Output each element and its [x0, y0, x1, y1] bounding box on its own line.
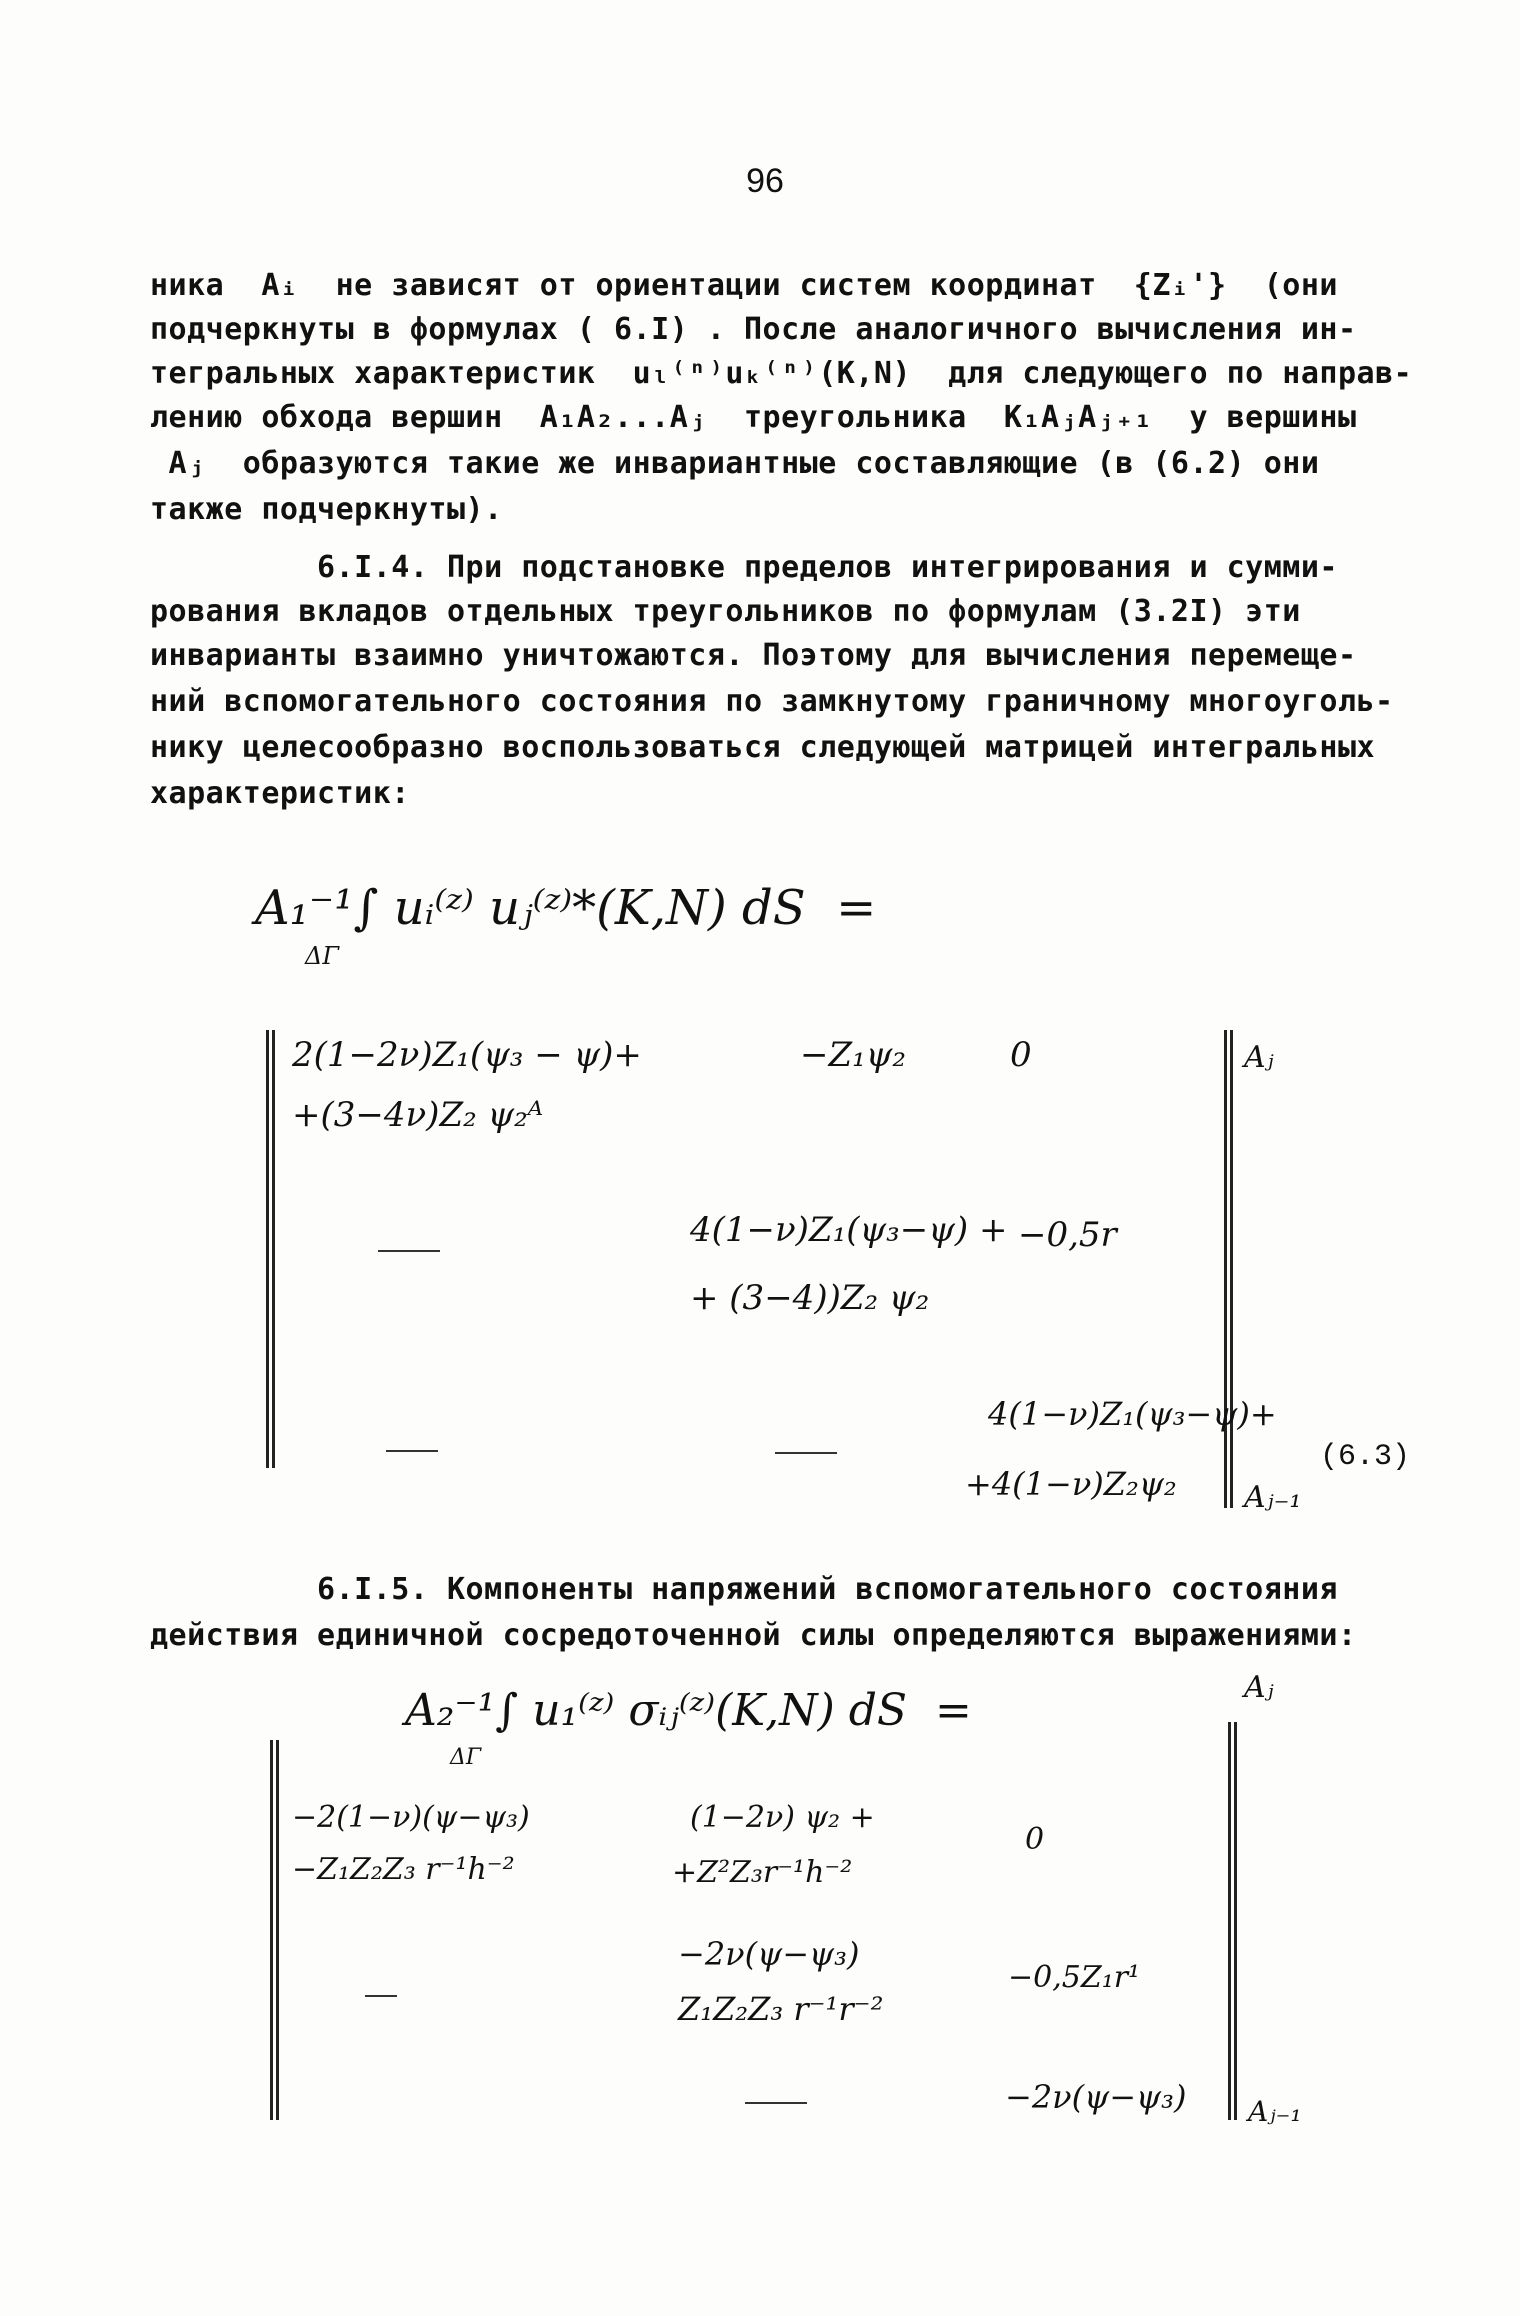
eq2-r1c2-line1: (1−2ν) ψ₂ +: [690, 1800, 875, 1835]
eq1-r1c1-line1: 2(1−2ν)Z₁(ψ₃ − ψ)+: [292, 1035, 642, 1075]
text-line: 6.I.5. Компоненты напряжений вспомогательного состояния: [150, 1572, 1338, 1607]
eq1-r1c2: −Z₁ψ₂: [800, 1035, 907, 1075]
matrix-left-bar: [270, 1740, 273, 2120]
eq1-r2c1-dash: [378, 1250, 440, 1252]
eq2-r1c2-line2: +Z²Z₃r⁻¹h⁻²: [672, 1855, 853, 1890]
equation-number: (6.3): [1320, 1440, 1411, 1474]
eq1-upper-limit: Aⱼ: [1244, 1040, 1274, 1075]
text-line: характеристик:: [150, 776, 410, 811]
matrix-left-bar: [272, 1030, 275, 1468]
text-line: рования вкладов отдельных треугольников по формулам (3.2I) эти: [150, 594, 1301, 629]
eq1-lhs-subscript: ΔΓ: [305, 942, 339, 970]
eq2-lower-limit: Aⱼ₋₁: [1248, 2095, 1302, 2128]
matrix-left-bar: [276, 1740, 279, 2120]
eq2-r1c1-line1: −2(1−ν)(ψ−ψ₃): [292, 1800, 530, 1835]
eq2-r3c3: −2ν(ψ−ψ₃): [1005, 2078, 1187, 2116]
eq2-r2c1-dash: [365, 1995, 397, 1997]
eq1-r1c1-line2: +(3−4ν)Z₂ ψ₂ᴬ: [292, 1095, 544, 1135]
eq2-upper-limit: Aⱼ: [1244, 1670, 1274, 1705]
eq1-r3c3-line1: 4(1−ν)Z₁(ψ₃−ψ)+: [988, 1395, 1277, 1433]
text-line: лению обхода вершин A₁A₂...Aⱼ треугольника K₁AⱼAⱼ₊₁ у вершины: [150, 400, 1357, 435]
matrix-right-bar: [1234, 1722, 1237, 2120]
text-line: ника Aᵢ не зависят от ориентации систем координат {Zᵢ'} (они: [150, 268, 1338, 303]
eq2-r1c1-line2: −Z₁Z₂Z₃ r⁻¹h⁻²: [292, 1852, 515, 1887]
text-line: действия единичной сосредоточенной силы определяются выражениями:: [150, 1618, 1357, 1653]
eq1-lower-limit: Aⱼ₋₁: [1244, 1480, 1302, 1515]
page-number: 96: [746, 162, 784, 200]
eq2-r2c2-line1: −2ν(ψ−ψ₃): [678, 1935, 860, 1973]
eq1-r2c3: −0,5r: [1018, 1215, 1117, 1255]
text-line: подчеркнуты в формулах ( 6.I) . После аналогичного вычисления ин-: [150, 312, 1357, 347]
eq1-r1c3: 0: [1010, 1035, 1032, 1075]
text-line: инварианты взаимно уничтожаются. Поэтому для вычисления перемеще-: [150, 638, 1357, 673]
eq2-r3c2-dash: [745, 2102, 807, 2104]
text-line: также подчеркнуты).: [150, 492, 503, 527]
eq1-r2c2-line1: 4(1−ν)Z₁(ψ₃−ψ) +: [690, 1210, 1008, 1250]
text-line: нику целесообразно воспользоваться следующей матрицей интегральных: [150, 730, 1376, 765]
text-line: Aⱼ образуются такие же инвариантные составляющие (в (6.2) они: [150, 446, 1320, 481]
text-line: 6.I.4. При подстановке пределов интегрирования и сумми-: [150, 550, 1338, 585]
matrix-right-bar: [1228, 1722, 1231, 2120]
eq1-r2c2-line2: + (3−4))Z₂ ψ₂: [690, 1278, 930, 1318]
eq2-r2c3: −0,5Z₁r¹: [1008, 1960, 1141, 1995]
matrix-left-bar: [266, 1030, 269, 1468]
eq1-r3c3-line2: +4(1−ν)Z₂ψ₂: [965, 1465, 1177, 1503]
eq2-lhs: A₂⁻¹∫ u₁⁽ᶻ⁾ σᵢⱼ⁽ᶻ⁾(K,N) dS =: [405, 1685, 972, 1736]
eq1-r3c1-dash: [386, 1450, 438, 1452]
text-line: тегральных характеристик uₗ⁽ⁿ⁾uₖ⁽ⁿ⁾(K,N) для следующего по направ-: [150, 356, 1413, 391]
eq1-lhs: A₁⁻¹∫ uᵢ⁽ᶻ⁾ uⱼ⁽ᶻ⁾*(K,N) dS =: [255, 880, 877, 936]
eq1-r3c2-dash: [775, 1452, 837, 1454]
eq2-lhs-subscript: ΔΓ: [450, 1745, 482, 1770]
eq2-r2c2-line2: Z₁Z₂Z₃ r⁻¹r⁻²: [678, 1990, 884, 2028]
eq2-r1c3: 0: [1025, 1822, 1045, 1857]
matrix-right-bar: [1230, 1030, 1233, 1508]
matrix-right-bar: [1224, 1030, 1227, 1508]
text-line: ний вспомогательного состояния по замкнутому граничному многоуголь-: [150, 684, 1394, 719]
